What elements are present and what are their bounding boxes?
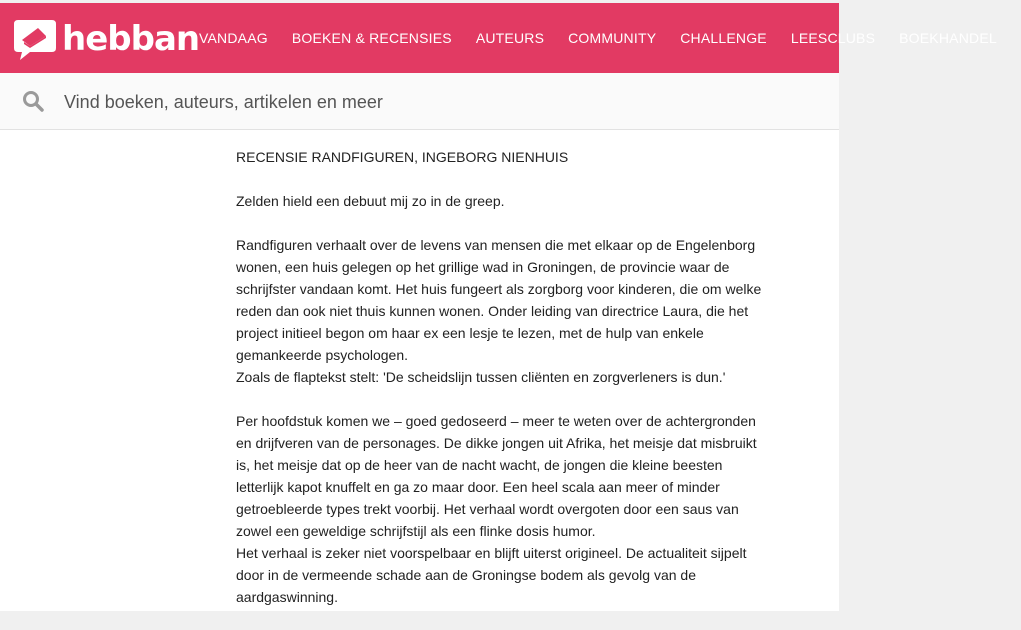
review-paragraph: Zelden hield een debuut mij zo in de greep. [236, 193, 505, 209]
nav-item-challenge[interactable]: CHALLENGE [680, 30, 767, 46]
brand-name: hebban [62, 19, 200, 59]
search-icon[interactable] [22, 90, 44, 112]
search-bar [0, 73, 839, 130]
review-paragraph: Randfiguren verhaalt over de levens van mensen die met elkaar op de Engelenborg wonen, een huis gelegen op het grillige wad in Groningen, de provincie waar de schrijfster vandaan komt. Het huis fungeert als zorgborg voor kinderen, die om welke reden dan ook niet thuis kunnen wonen. Onder leiding van directrice Laura, die het project initieel begon om haar ex een lesje te lezen, met de hulp van enkele gemankeerde psychologen. [236, 237, 762, 363]
hebban-logo[interactable] [12, 17, 199, 61]
top-navigation-bar [0, 3, 997, 73]
review-paragraph: Zoals de flaptekst stelt: 'De scheidslijn tussen cliënten en zorgverleners is dun.' [236, 369, 726, 385]
nav-item-boeken-recensies[interactable]: BOEKEN & RECENSIES [291, 30, 452, 46]
review-article [236, 146, 766, 630]
nav-item-community[interactable]: COMMUNITY [568, 30, 657, 46]
review-title: RECENSIE RANDFIGUREN, INGEBORG NIENHUIS [236, 149, 569, 165]
review-paragraph: Het verhaal is zeker niet voorspelbaar en blijft uiterst origineel. De actualiteit sijpelt door in de vermeende schade aan de Groningse bodem als gevolg van de aardgaswinning. [236, 545, 747, 605]
search-input[interactable] [62, 85, 806, 119]
review-paragraph: Per hoofdstuk komen we – goed gedoseerd – meer te weten over de achtergronden en drijfveren van de personages. De dikke jongen uit Afrika, het meisje dat misbruikt is, het meisje dat op de heer van de nacht wacht, de jongen die kleine beesten letterlijk kapot knuffelt en ga zo maar door. Een heel scala aan meer of minder getroebleerde types trekt voorbij. Het verhaal wordt overgoten door een saus van zowel een geweldige schrijfstijl als een flinke dosis humor. [236, 413, 757, 539]
speech-bubble-book-icon [12, 18, 58, 60]
nav-item-leesclubs[interactable]: LEESCLUBS [790, 30, 876, 46]
nav-item-vandaag[interactable]: VANDAAG [199, 30, 268, 46]
nav-item-boekhandel[interactable]: BOEKHANDEL [899, 30, 997, 46]
main-content [0, 130, 839, 611]
main-nav [199, 3, 1021, 73]
nav-item-auteurs[interactable]: AUTEURS [475, 30, 545, 46]
